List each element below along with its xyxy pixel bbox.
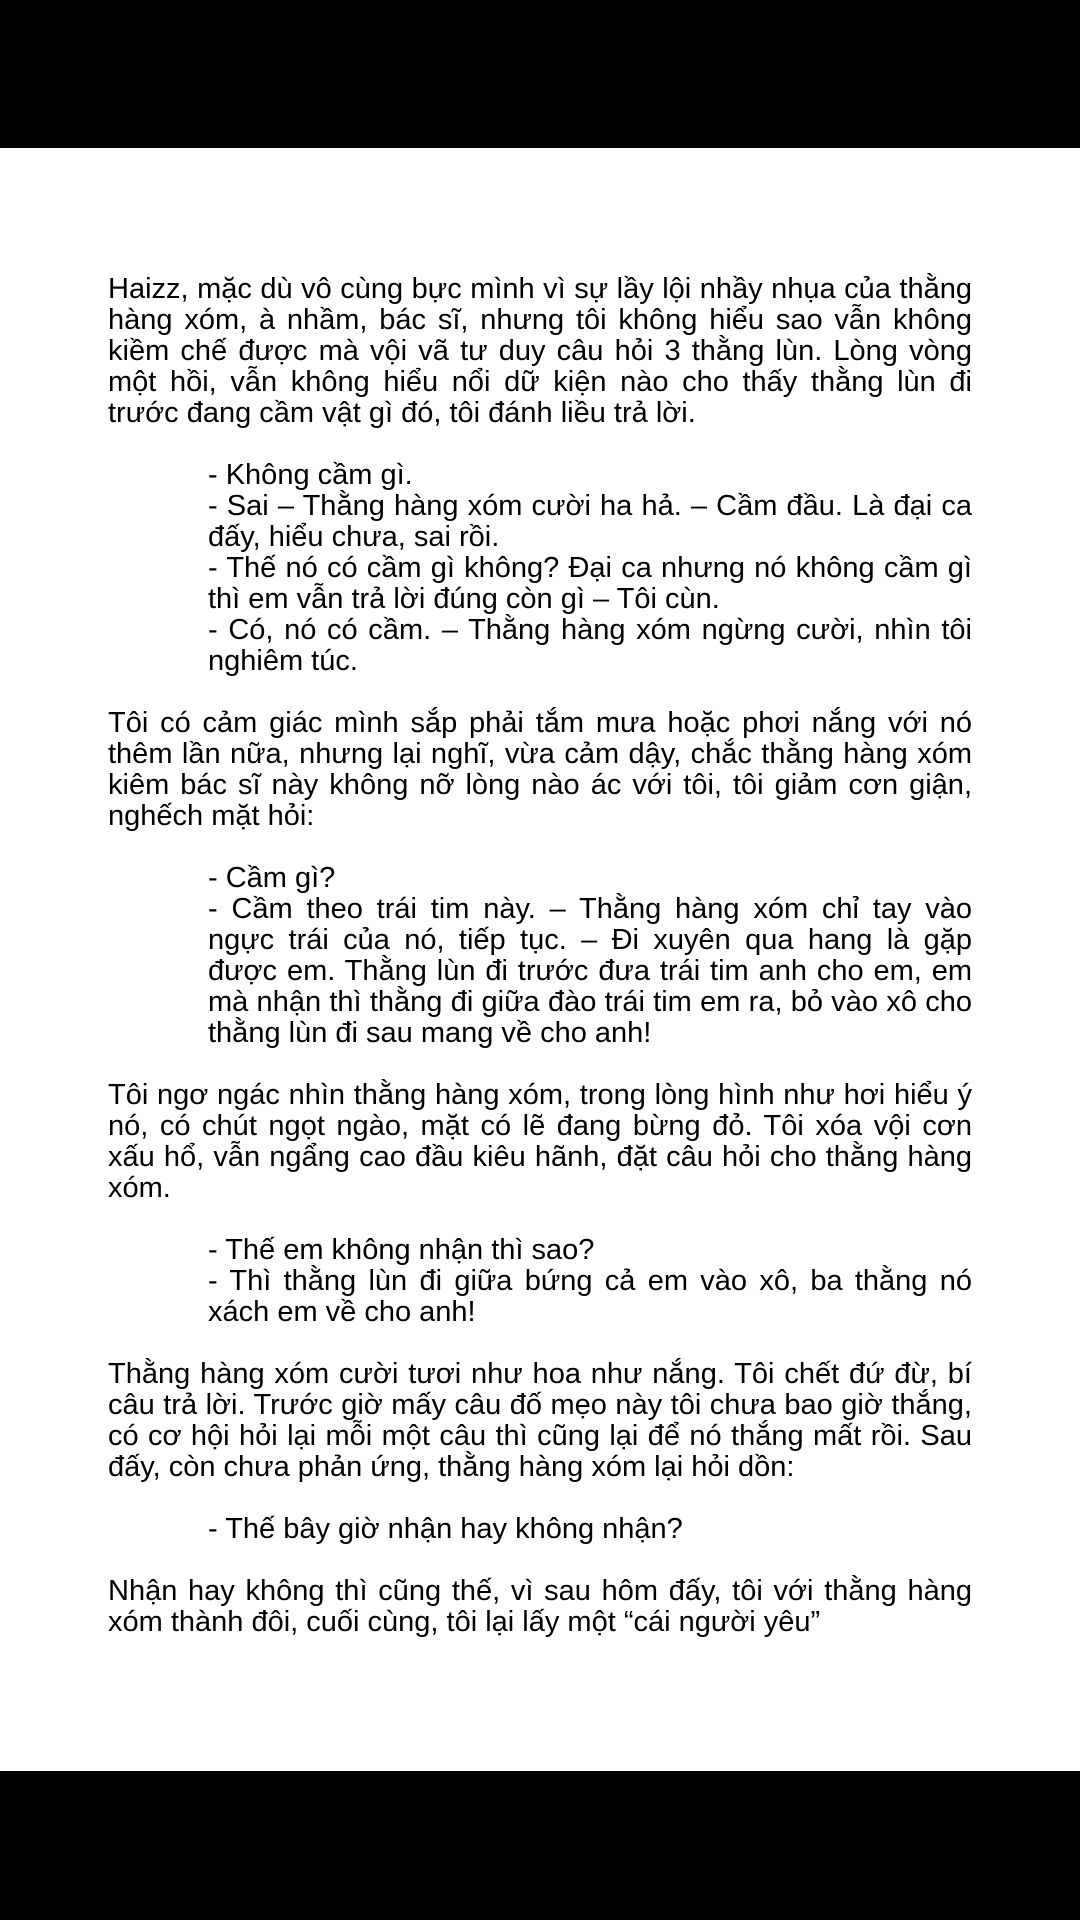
dialogue-line: - Thế bây giờ nhận hay không nhận? xyxy=(208,1513,683,1545)
dialogue-line: - Thế nó có cầm gì không? Đại ca nhưng nó không cầm gì thì em vẫn trả lời đúng còn gì – Tôi cùn. xyxy=(208,552,972,615)
top-black-bar xyxy=(0,0,1080,148)
dialogue-line: - Sai – Thằng hàng xóm cười ha hả. – Cầm đầu. Là đại ca đấy, hiểu chưa, sai rồi. xyxy=(208,490,972,553)
story-text xyxy=(108,274,972,1638)
dialogue-line: - Thì thằng lùn đi giữa bứng cả em vào xô, ba thằng nó xách em về cho anh! xyxy=(208,1265,972,1328)
dialogue-line: - Cầm theo trái tim này. – Thằng hàng xóm chỉ tay vào ngực trái của nó, tiếp tục. – Đi xuyên qua hang là gặp được em. Thằng lùn đi trước đưa trái tim anh cho em, em mà nhận thì thằng đi giữa đào trái tim em ra, bỏ vào xô cho thằng lùn đi sau mang về cho anh! xyxy=(208,893,972,1049)
paragraph: Tôi có cảm giác mình sắp phải tắm mưa hoặc phơi nắng với nó thêm lần nữa, nhưng lại nghĩ, vừa cảm dậy, chắc thằng hàng xóm kiêm bác sĩ này không nỡ lòng nào ác với tôi, tôi giảm cơn giận, nghếch mặt hỏi: xyxy=(108,707,972,832)
paragraph: Nhận hay không thì cũng thế, vì sau hôm đấy, tôi với thằng hàng xóm thành đôi, cuối cùng, tôi lại lấy một “cái người yêu” xyxy=(108,1575,972,1638)
paragraph: Haizz, mặc dù vô cùng bực mình vì sự lầy lội nhầy nhụa của thằng hàng xóm, à nhầm, bác sĩ, nhưng tôi không hiểu sao vẫn không kiềm chế được mà vội vã tư duy câu hỏi 3 thằng lùn. Lòng vòng một hồi, vẫn không hiểu nổi dữ kiện nào cho thấy thằng lùn đi trước đang cầm vật gì đó, tôi đánh liều trả lời. xyxy=(108,273,972,429)
paragraph: Thằng hàng xóm cười tươi như hoa như nắng. Tôi chết đứ đừ, bí câu trả lời. Trước giờ mấy câu đố mẹo này tôi chưa bao giờ thắng, có cơ hội hỏi lại mỗi một câu thì cũng lại để nó thắng mất rồi. Sau đấy, còn chưa phản ứng, thằng hàng xóm lại hỏi dồn: xyxy=(108,1358,972,1483)
dialogue-line: - Thế em không nhận thì sao? xyxy=(208,1234,595,1266)
dialogue-line: - Không cầm gì. xyxy=(208,459,413,491)
dialogue-line: - Cầm gì? xyxy=(208,862,336,894)
document-page xyxy=(0,148,1080,1771)
bottom-black-bar xyxy=(0,1771,1080,1920)
dialogue-line: - Có, nó có cầm. – Thằng hàng xóm ngừng cười, nhìn tôi nghiêm túc. xyxy=(208,614,972,677)
paragraph: Tôi ngơ ngác nhìn thằng hàng xóm, trong lòng hình như hơi hiểu ý nó, có chút ngọt ngào, mặt có lẽ đang bừng đỏ. Tôi xóa vội cơn xấu hổ, vẫn ngẩng cao đầu kiêu hãnh, đặt câu hỏi cho thằng hàng xóm. xyxy=(108,1079,972,1204)
